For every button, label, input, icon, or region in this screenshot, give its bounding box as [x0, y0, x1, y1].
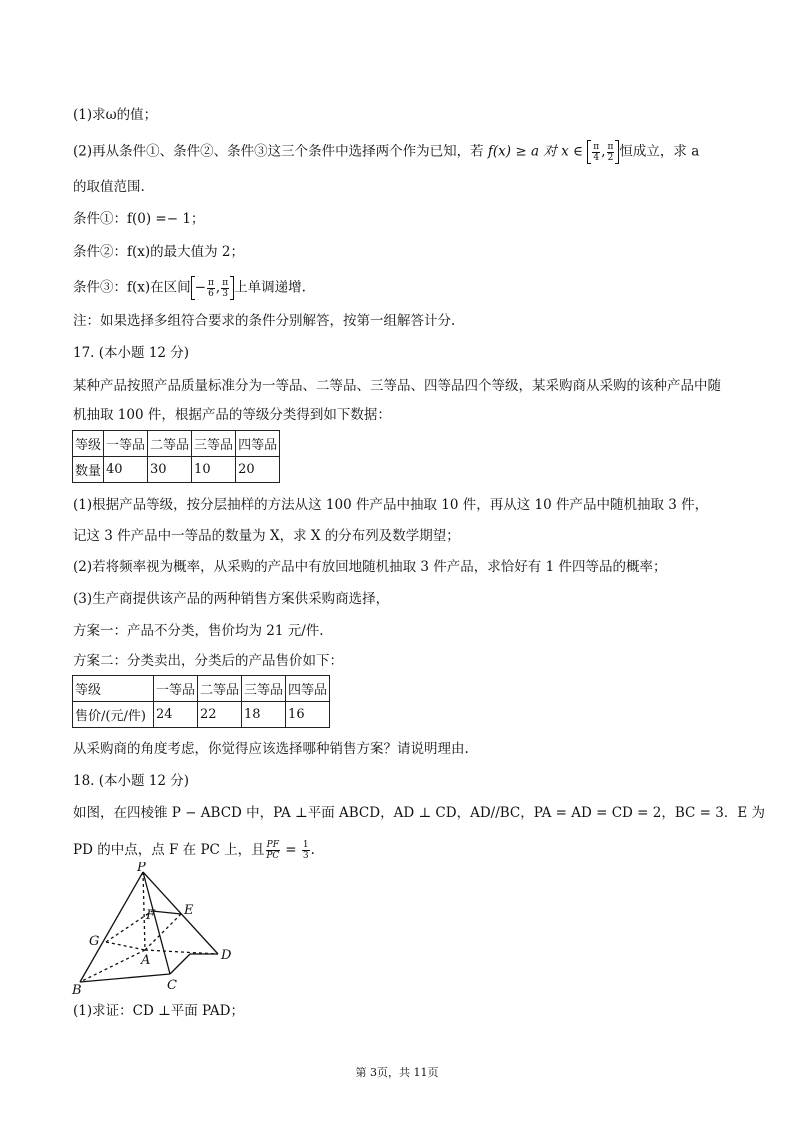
- table-cell: 一等品: [154, 676, 198, 702]
- q16-cond1: 条件①：f(0) =− 1；: [73, 211, 205, 227]
- q16-cond2: 条件②：f(x)的最大值为 2；: [73, 244, 245, 260]
- price-table: [72, 675, 330, 728]
- fraction-numerator: 1: [302, 840, 309, 850]
- label-c: C: [167, 978, 177, 993]
- edge-pa: [143, 872, 145, 950]
- table-cell: 30: [148, 457, 192, 483]
- q17-heading: 17. (本小题 12 分): [73, 345, 190, 361]
- label-b: B: [72, 983, 82, 997]
- q16-part2-cont: 的取值范围.: [73, 179, 145, 195]
- interval-1-b-den: 2: [607, 152, 614, 163]
- q17-part3: (3)生产商提供该产品的两种销售方案供采购商选择，: [73, 591, 390, 607]
- table-row: [73, 431, 280, 457]
- table-cell: 10: [192, 457, 236, 483]
- edge-ad: [145, 950, 218, 954]
- q16-cond3: 条件③：f(x)在区间 − $\frac{\pi}{6}$ , $\frac{\pi}{3}$ 上单调递增.: [73, 277, 306, 299]
- q17-intro-2: 机抽取 100 件，根据产品的等级分类得到如下数据：: [73, 407, 391, 423]
- pyramid-figure: [70, 862, 240, 997]
- table-cell: 24: [154, 702, 198, 728]
- interval-2-b-num: π: [222, 277, 229, 288]
- page-footer: 第 3页，共 11页: [355, 1066, 439, 1079]
- label-e: E: [184, 903, 194, 918]
- q16-part1: (1)求ω的值；: [73, 107, 158, 123]
- table-cell: 40: [104, 457, 148, 483]
- label-p: P: [137, 862, 146, 875]
- table-row: [73, 702, 330, 728]
- q16-note: 注：如果选择多组符合要求的条件分别解答，按第一组解答计分.: [73, 313, 456, 329]
- q18-line-2: [73, 840, 315, 861]
- table-cell: 数量: [73, 457, 104, 483]
- table-cell: 三等品: [192, 431, 236, 457]
- q17-part1-b: 记这 3 件产品中一等品的数量为 X，求 X 的分布列及数学期望；: [73, 528, 460, 544]
- edge-cd-a: [170, 954, 190, 974]
- q17-plan1: 方案一：产品不分类，售价均为 21 元/件.: [73, 623, 324, 639]
- interval-2-lower: [207, 278, 215, 299]
- interval-1-a-den: 4: [593, 152, 600, 163]
- one-third-fraction: [302, 840, 310, 861]
- q17-plan2: 方案二：分类卖出，分类后的产品售价如下：: [73, 653, 343, 669]
- label-f: F: [146, 908, 156, 923]
- equals-sign: =: [280, 842, 301, 858]
- interval-1-lower: [592, 142, 600, 163]
- label-a: A: [141, 953, 151, 968]
- table-row: [73, 457, 280, 483]
- table-cell: 16: [286, 702, 330, 728]
- table-cell: 二等品: [148, 431, 192, 457]
- edge-pb: [80, 872, 143, 982]
- segment-fe: [152, 911, 181, 914]
- interval-2-a-den: 6: [208, 288, 214, 299]
- q17-intro-1: 某种产品按照产品质量标准分为一等品、二等品、三等品、四等品四个等级，某采购商从采购的该种产品中随: [73, 378, 721, 394]
- table-row: [73, 676, 330, 702]
- interval-2-upper: [221, 278, 229, 299]
- q16-part2-text-a: (2)再从条件①、条件②、条件③这三个条件中选择两个作为已知，若: [73, 143, 488, 160]
- q16-part2-text-b: f(x) ≥ a 对 x ∈: [487, 143, 588, 160]
- table-cell: 售价/(元/件): [73, 702, 154, 728]
- interval-2-a-num: π: [207, 277, 214, 288]
- pf-over-pc-fraction: [266, 840, 280, 861]
- q17-part2: (2)若将频率视为概率，从采购的产品中有放回地随机抽取 3 件产品，求恰好有 1 件四等品的概率；: [73, 559, 667, 575]
- table-cell: 三等品: [242, 676, 286, 702]
- q16-part2-text-c: 恒成立，求 a: [619, 143, 700, 160]
- table-cell: 22: [198, 702, 242, 728]
- table-cell: 18: [242, 702, 286, 728]
- table-cell: 20: [236, 457, 280, 483]
- q18-part1: (1)求证：CD ⊥平面 PAD；: [73, 1003, 244, 1019]
- fraction-numerator: PF: [266, 840, 279, 850]
- q17-part1-a: (1)根据产品等级，按分层抽样的方法从这 100 件产品中抽取 10 件，再从这 10 件产品中随机抽取 3 件，: [73, 497, 709, 513]
- grade-count-table: [72, 430, 280, 483]
- q16-cond3-text-a: 条件③：f(x)在区间: [73, 279, 191, 296]
- q18-line-1: 如图，在四棱锥 P − ABCD 中，PA ⊥平面 ABCD，AD ⊥ CD，AD//BC，PA = AD = CD = 2，BC = 3．E 为: [73, 805, 765, 821]
- segment-ga: [106, 942, 145, 950]
- interval-1-left-bracket: [587, 140, 591, 164]
- fraction-denominator: 3: [302, 851, 309, 861]
- q16-cond3-text-b: 上单调递增.: [234, 279, 306, 296]
- fraction-denominator: PC: [266, 851, 280, 861]
- interval-1-a-num: π: [593, 141, 600, 152]
- interval-2-b-den: 3: [222, 288, 229, 299]
- interval-1-b-num: π: [607, 141, 614, 152]
- label-d: D: [221, 948, 232, 963]
- label-g: G: [89, 934, 100, 949]
- table-cell: 四等品: [236, 431, 280, 457]
- q18-line-2-text-a: PD 的中点，点 F 在 PC 上，且: [73, 842, 265, 858]
- interval-2-sign: −: [194, 279, 206, 296]
- table-cell: 二等品: [198, 676, 242, 702]
- table-cell: 等级: [73, 676, 154, 702]
- table-cell: 四等品: [286, 676, 330, 702]
- table-cell: 等级: [73, 431, 104, 457]
- interval-1-upper: [607, 142, 615, 163]
- q17-ask: 从采购商的角度考虑，你觉得应该选择哪种销售方案？请说明理由.: [73, 741, 469, 757]
- q16-part2: (2)再从条件①、条件②、条件③这三个条件中选择两个作为已知，若 f(x) ≥ a 对 x ∈ $\frac{\pi}{4}$ , $\frac{\pi}{2}$ 恒成立，求 a: [73, 141, 700, 163]
- period: .: [310, 842, 315, 858]
- table-cell: 一等品: [104, 431, 148, 457]
- q18-heading: 18. (本小题 12 分): [73, 773, 190, 789]
- edge-bc: [80, 974, 170, 982]
